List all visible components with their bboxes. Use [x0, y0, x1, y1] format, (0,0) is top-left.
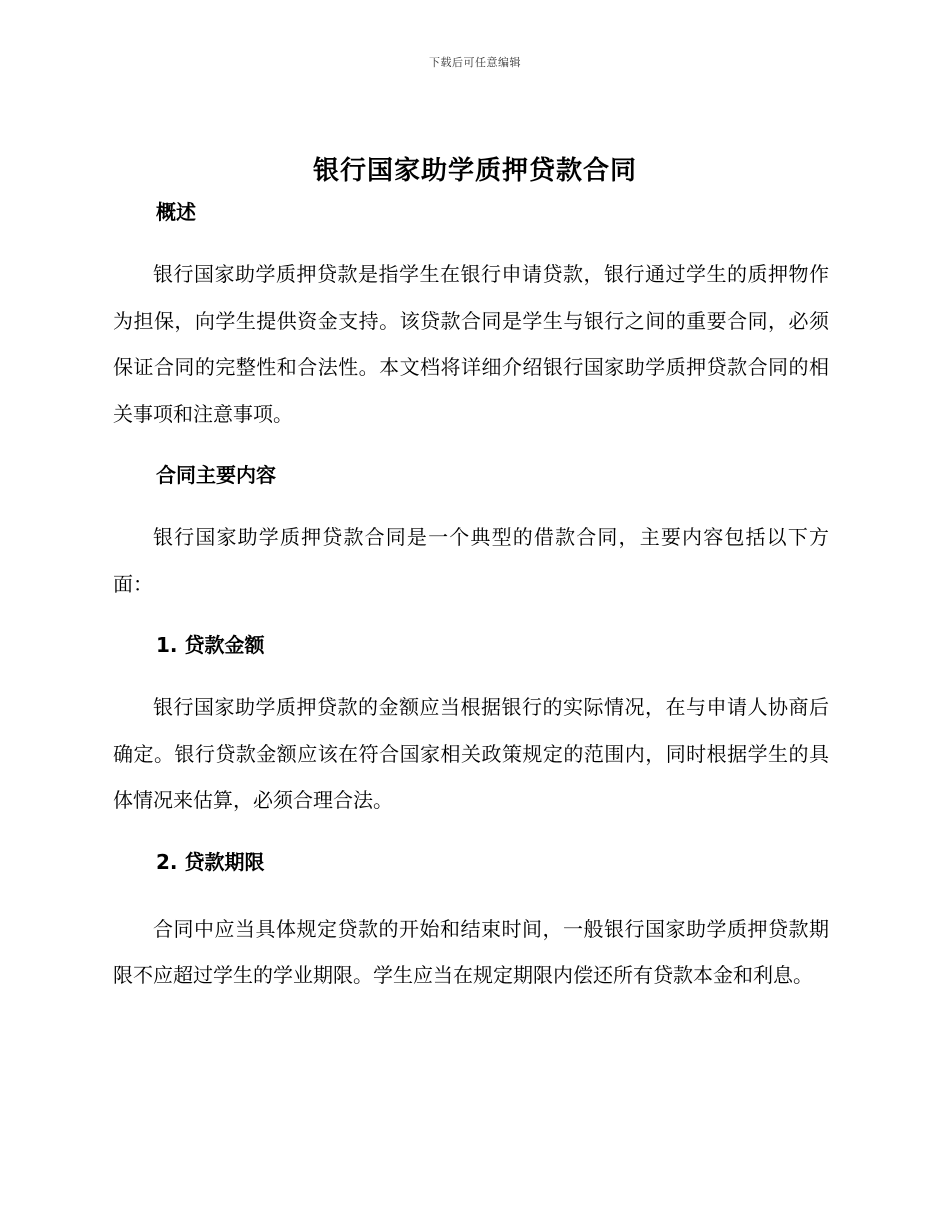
section-paragraph-main-content: 银行国家助学质押贷款合同是一个典型的借款合同，主要内容包括以下方面：	[113, 525, 829, 596]
section-heading-loan-amount: 1. 贷款金额	[156, 633, 265, 657]
header-note: 下载后可任意编辑	[429, 56, 521, 69]
section-paragraph-overview: 银行国家助学质押贷款是指学生在银行申请贷款，银行通过学生的质押物作为担保，向学生提供资金支持。该贷款合同是学生与银行之间的重要合同，必须保证合同的完整性和合法性。本文档将详细介绍银行国家助学质押贷款合同的相关事项和注意事项。	[113, 262, 829, 426]
document-title: 银行国家助学质押贷款合同	[312, 156, 637, 186]
section-heading-loan-term: 2. 贷款期限	[156, 849, 265, 874]
section-paragraph-loan-term: 合同中应当具体规定贷款的开始和结束时间，一般银行国家助学质押贷款期限不应超过学生的学业期限。学生应当在规定期限内偿还所有贷款本金和利息。	[113, 916, 829, 987]
document-body	[113, 196, 829, 999]
section-heading-overview: 概述	[156, 200, 196, 224]
section-paragraph-loan-amount: 银行国家助学质押贷款的金额应当根据银行的实际情况，在与申请人协商后确定。银行贷款金额应该在符合国家相关政策规定的范围内，同时根据学生的具体情况来估算，必须合理合法。	[113, 695, 829, 812]
section-heading-main-content: 合同主要内容	[156, 463, 276, 487]
